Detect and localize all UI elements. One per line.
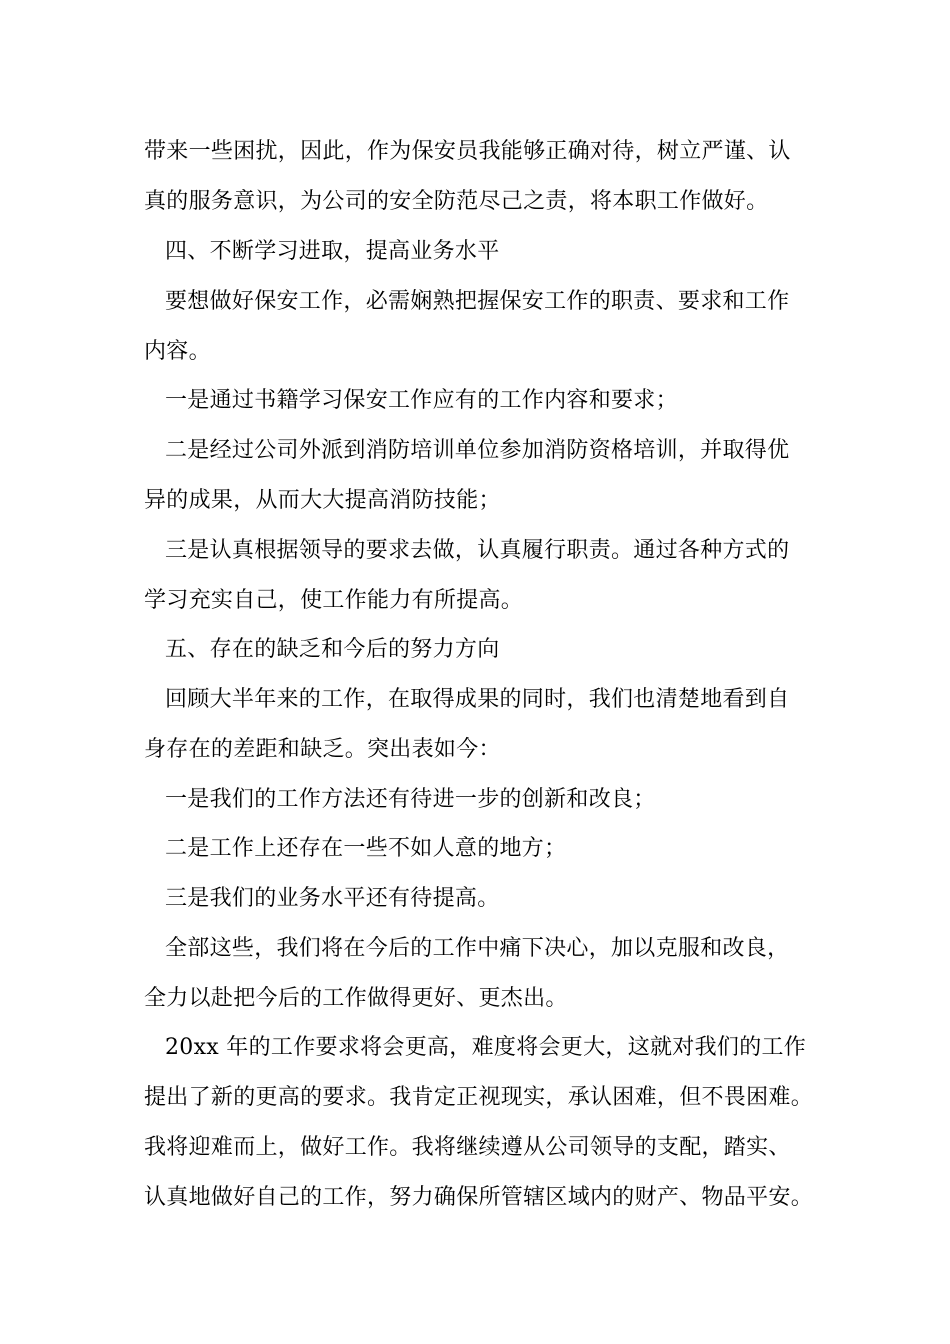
paragraph-line: 真的服务意识，为公司的安全防范尽己之责，将本职工作做好。 [144,189,769,214]
list-item: 三是认真根据领导的要求去做，认真履行职责。通过各种方式的 [165,538,790,563]
list-item: 二是经过公司外派到消防培训单位参加消防资格培训，并取得优 [165,438,790,463]
section-heading: 四、不断学习进取，提高业务水平 [165,239,500,264]
list-item: 一是我们的工作方法还有待进一步的创新和改良； [165,787,656,812]
list-item: 二是工作上还存在一些不如人意的地方； [165,836,567,861]
paragraph-line: 学习充实自己，使工作能力有所提高。 [144,588,524,613]
paragraph-line: 全力以赴把今后的工作做得更好、更杰出。 [144,986,568,1011]
paragraph-line: 带来一些困扰，因此，作为保安员我能够正确对待，树立严谨、认 [144,139,791,164]
paragraph-line: 要想做好保安工作，必需娴熟把握保安工作的职责、要求和工作 [165,289,790,314]
paragraph-line: 回顾大半年来的工作，在取得成果的同时，我们也清楚地看到自 [165,687,790,712]
paragraph-line: 身存在的差距和缺乏。突出表如今： [144,737,501,762]
list-item: 一是通过书籍学习保安工作应有的工作内容和要求； [165,388,678,413]
paragraph-line: 提出了新的更高的要求。我肯定正视现实，承认困难，但不畏困难。 [144,1085,814,1110]
paragraph-line: 20xx 年的工作要求将会更高，难度将会更大，这就对我们的工作 [165,1035,807,1060]
paragraph-line: 我将迎难而上，做好工作。我将继续遵从公司领导的支配，踏实、 [144,1135,791,1160]
list-item: 三是我们的业务水平还有待提高。 [165,886,500,911]
paragraph-line: 全部这些，我们将在今后的工作中痛下决心，加以克服和改良， [165,936,790,961]
paragraph-line: 异的成果，从而大大提高消防技能； [144,488,501,513]
section-heading: 五、存在的缺乏和今后的努力方向 [165,637,500,662]
paragraph-line: 内容。 [144,339,211,364]
paragraph-line: 认真地做好自己的工作，努力确保所管辖区域内的财产、物品平安。 [144,1185,814,1210]
